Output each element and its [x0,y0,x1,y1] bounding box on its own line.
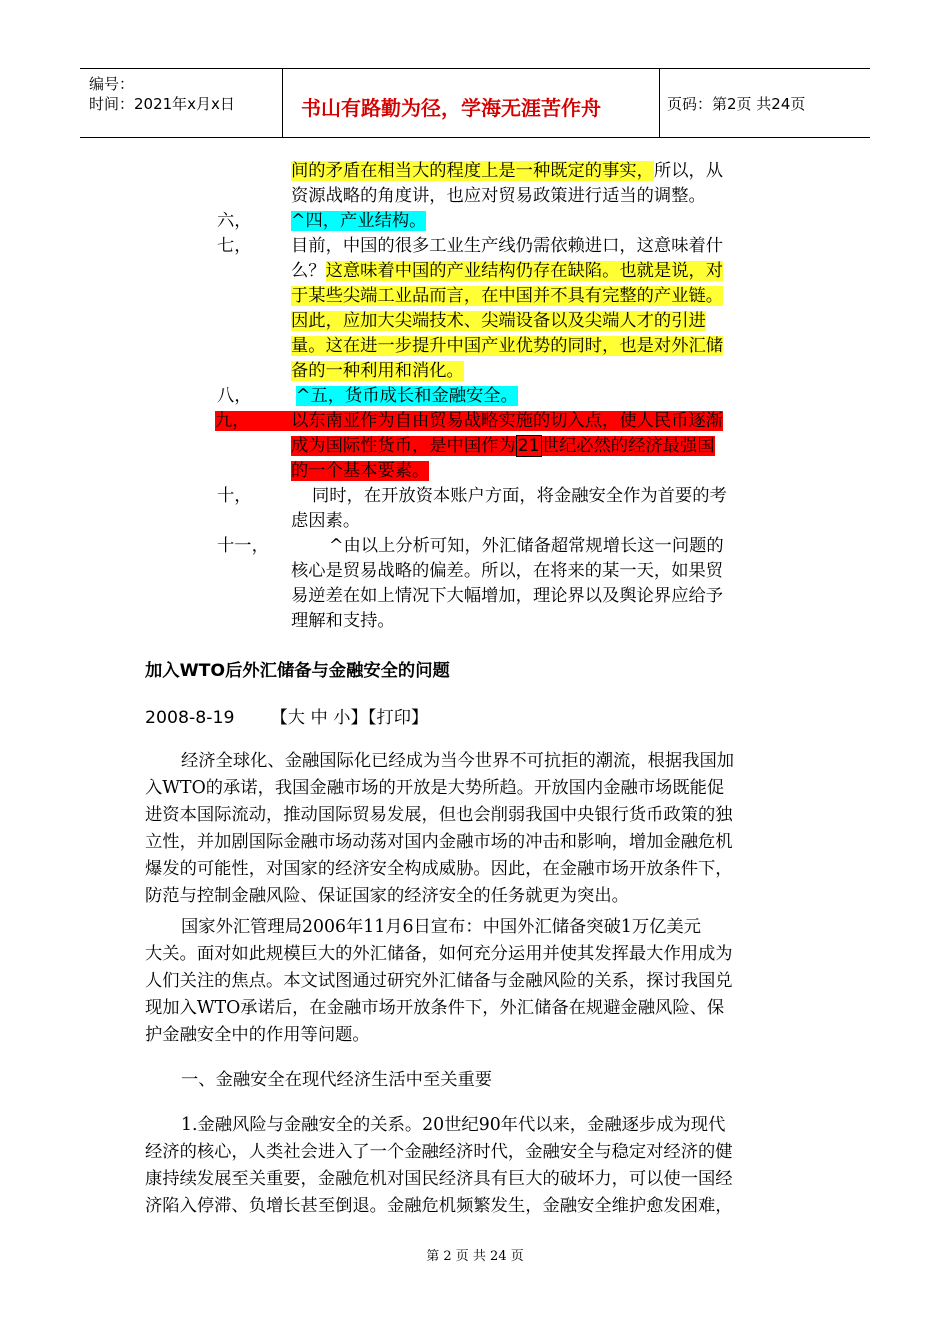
font-size-print-links[interactable]: 【大 中 小】【打印】 [270,708,429,728]
paragraph-line: 防范与控制金融风险、保证国家的经济安全的任务就更为突出。 [145,886,629,906]
highlighted-text: 于某些尖端工业品而言，在中国并不具有完整的产业链。 [291,286,724,306]
highlighted-text: 以东南亚作为自由贸易战略实施的切入点，使人民币逐渐 [291,411,724,431]
list-number: 七， [217,236,252,256]
section-heading [145,1067,805,1094]
highlighted-text: 世纪必然的经济最强国 [541,436,715,456]
header-meta-cell [80,69,283,137]
list-number: 十一， [217,536,269,556]
highlighted-text: 成为国际性货币，是中国作为 [291,436,516,456]
highlighted-text: 间的矛盾在相当大的程度上是一种既定的事实， [291,161,654,181]
list-item-text [291,284,723,309]
list-item-text [291,359,464,384]
header-motto-cell [283,69,660,137]
highlighted-text: 因此，应加大尖端技术、尖端设备以及尖端人才的引进 [291,311,706,331]
list-item-text [291,459,429,484]
article-title: 加入WTO后外汇储备与金融安全的问题 [145,661,450,681]
highlighted-text: 这意味着中国的产业结构仍存在缺陷。也就是说，对 [325,261,724,281]
header-page-cell [660,69,870,137]
time-label: 时间：2021年x月x日 [89,95,235,113]
document-header [80,68,870,138]
number-label: 编号： [89,75,135,93]
list-number [215,409,294,434]
list-number: 六， [217,211,252,231]
boxed-number: 21 [517,436,540,456]
article-date: 2008-8-19 [145,708,235,728]
text-fragment: 么？ [291,261,326,281]
paragraph-line: 爆发的可能性，对国家的经济安全构成威胁。因此，在金融市场开放条件下， [145,859,733,879]
motto-text: 书山有路勤为径，学海无涯苦作舟 [301,96,601,120]
page-footer: 第 2 页 共 24 页 [426,1249,524,1264]
highlighted-text: ^五，货币成长和金融安全。 [296,386,518,406]
page-info: 页码：第2页 共24页 [667,95,806,113]
paragraph-3 [145,1112,805,1220]
text-fragment: 所以，从 [653,161,724,181]
paragraph-line: 入WTO的承诺，我国金融市场的开放是大势所趋。开放国内金融市场既能促 [145,778,725,798]
section-heading-text: 一、金融安全在现代经济生活中至关重要 [181,1070,493,1090]
list-item-text: 目前，中国的很多工业生产线仍需依赖进口，这意味着什 [291,236,724,256]
paragraph-line: 康持续发展至关重要，金融危机对国民经济具有巨大的破坏力，可以使一国经 [145,1169,733,1189]
list-continuation-line [291,159,723,184]
paragraph-line: 济陷入停滞、负增长甚至倒退。金融危机频繁发生，金融安全维护愈发困难， [145,1196,733,1216]
list-item-text [291,334,723,359]
paragraph-line: 护金融安全中的作用等问题。 [145,1025,370,1045]
list-item-text [291,434,715,459]
highlighted-text: ^四，产业结构。 [291,211,427,231]
paragraph-line: 人们关注的焦点。本文试图通过研究外汇储备与金融风险的关系，探讨我国兑 [145,971,733,991]
paragraph-line: 国家外汇管理局2006年11月6日宣布：中国外汇储备突破1万亿美元 [181,917,701,937]
paragraph-line: 大关。面对如此规模巨大的外汇储备，如何充分运用并使其发挥最大作用成为 [145,944,733,964]
paragraph-line: 现加入WTO承诺后，在金融市场开放条件下，外汇储备在规避金融风险、保 [145,998,725,1018]
paragraph-line: 经济全球化、金融国际化已经成为当今世界不可抗拒的潮流，根据我国加 [181,751,735,771]
paragraph-2 [145,914,805,1049]
list-item-text [291,309,706,334]
highlighted-text: 备的一种利用和消化。 [291,361,464,381]
list-item-text: 理解和支持。 [291,611,395,631]
highlighted-text: 的一个基本要素。 [291,461,430,481]
article-dateline [145,703,428,728]
list-item-text: ^由以上分析可知，外汇储备超常规增长这一问题的 [329,536,724,556]
paragraph-line: 1.金融风险与金融安全的关系。20世纪90年代以来，金融逐步成为现代 [181,1115,726,1135]
paragraph-1 [145,748,805,910]
list-item-text [291,409,723,434]
list-item-text: 虑因素。 [291,511,361,531]
paragraph-line: 立性，并加剧国际金融市场动荡对国内金融市场的冲击和影响，增加金融危机 [145,832,733,852]
paragraph-line: 进资本国际流动，推动国际贸易发展，但也会削弱我国中央银行货币政策的独 [145,805,733,825]
list-item-text: 核心是贸易战略的偏差。所以，在将来的某一天，如果贸 [291,561,724,581]
highlighted-number: 九， [215,411,294,431]
list-item-text [291,209,426,234]
list-number: 十， [217,486,252,506]
list-item-text [296,384,518,409]
paragraph-line: 经济的核心，人类社会进入了一个金融经济时代，金融安全与稳定对经济的健 [145,1142,733,1162]
list-item-text: 易逆差在如上情况下大幅增加，理论界以及舆论界应给予 [291,586,724,606]
highlighted-text: 量。这在进一步提升中国产业优势的同时，也是对外汇储 [291,336,724,356]
list-number: 八， [217,386,252,406]
list-item-text: 同时，在开放资本账户方面，将金融安全作为首要的考 [312,486,727,506]
list-item-text [291,259,723,284]
list-continuation-line: 资源战略的角度讲，也应对贸易政策进行适当的调整。 [291,186,706,206]
